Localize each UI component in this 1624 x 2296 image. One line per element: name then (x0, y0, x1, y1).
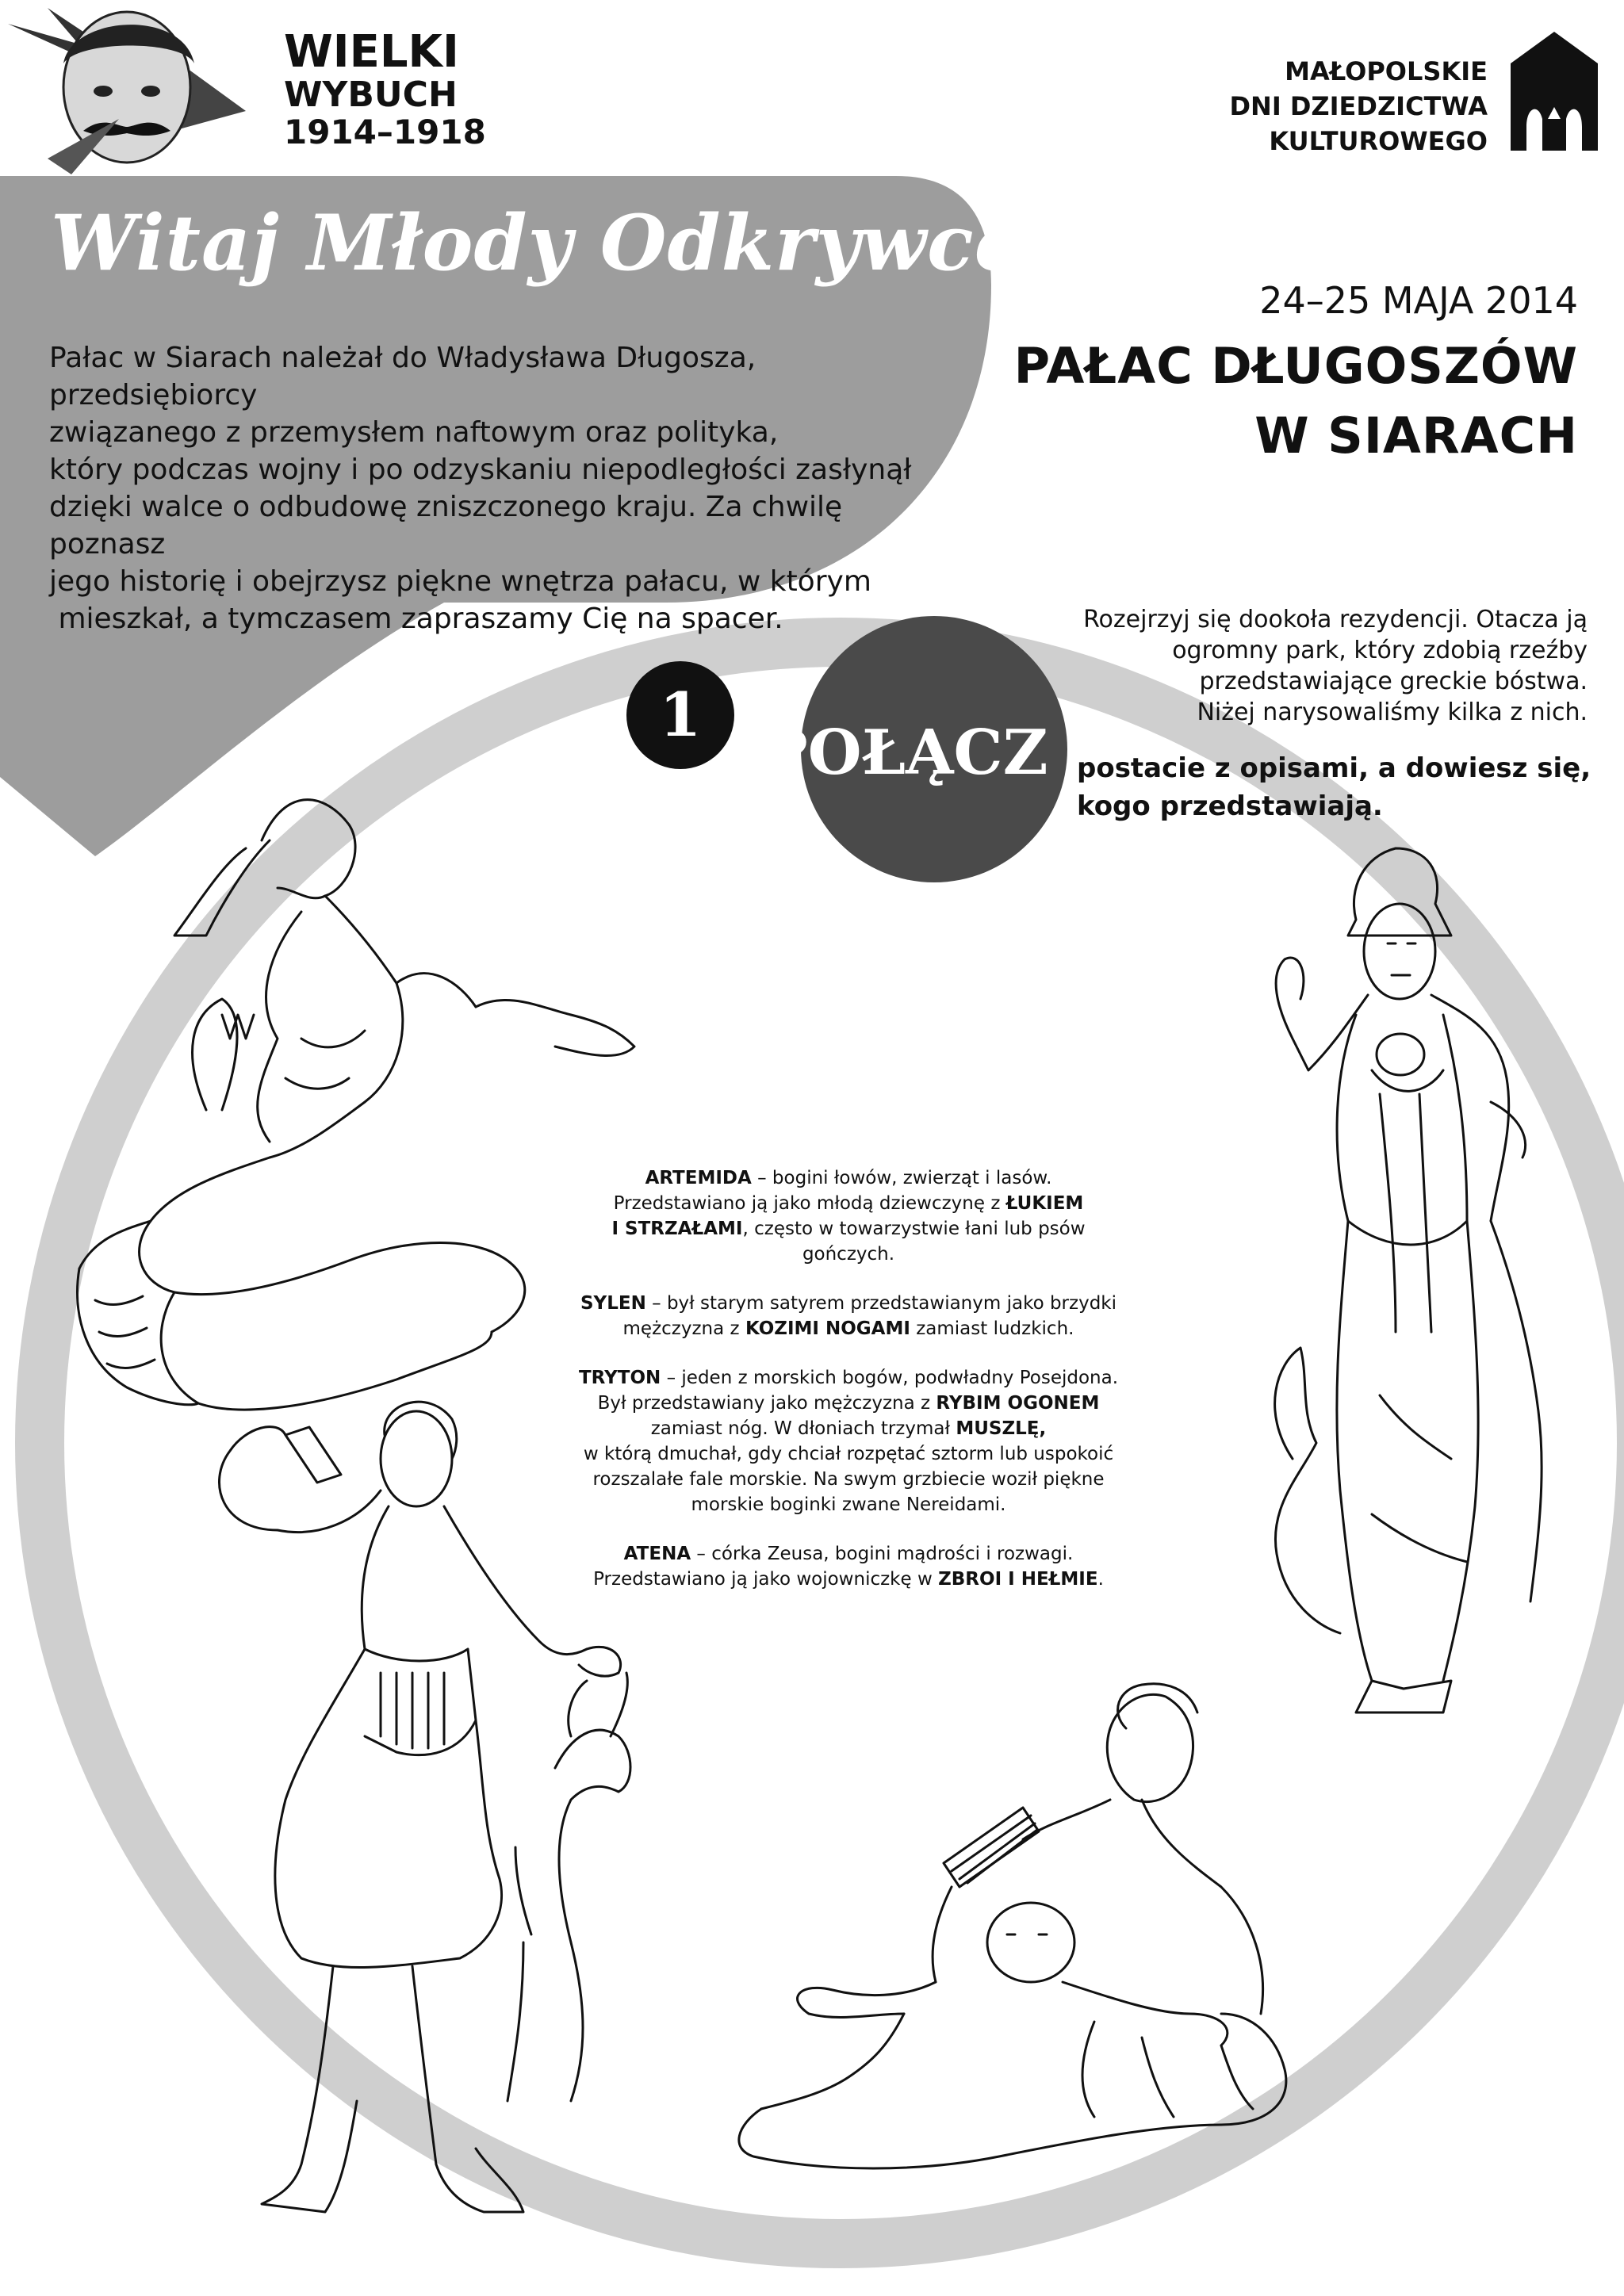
task-instruction (1077, 749, 1591, 825)
welcome-title: Witaj Młody Odkrywco! (51, 198, 1060, 288)
description-text: Był przedstawiany jako mężczyzna z (597, 1393, 936, 1414)
description-text: – córka Zeusa, bogini mądrości i rozwagi. (691, 1544, 1074, 1564)
intro-line: związanego z przemysłem naftowym oraz polityka, (49, 416, 779, 449)
description-text: mężczyzna z (622, 1318, 745, 1339)
event-place (1014, 331, 1578, 471)
description-text: – bogini łowów, zwierząt i lasów. (751, 1168, 1052, 1188)
intro-line: mieszkał, a tymczasem zapraszamy Cię na spacer. (49, 603, 783, 635)
description-text: – jeden z morskich bogów, podwładny Posejdona. (661, 1368, 1119, 1388)
event-date: 24–25 MAJA 2014 (1259, 279, 1578, 322)
event-place-line2: W SIARACH (1254, 407, 1578, 465)
description-keyword: ŁUKIEM (1005, 1193, 1084, 1214)
task-intro (1083, 604, 1588, 728)
org-logo-text (1229, 54, 1488, 159)
description-text: Przedstawiano ją jako wojowniczkę w (593, 1569, 939, 1590)
portrait-icon (0, 0, 254, 182)
event-logo-line1: WIELKI (284, 26, 459, 78)
org-logo-line2: DNI DZIEDZICTWA (1229, 91, 1488, 121)
event-logo-line3: 1914–1918 (284, 112, 486, 151)
description-text: . (1097, 1569, 1104, 1590)
task-intro-line: przedstawiające greckie bóstwa. (1199, 668, 1588, 695)
instruction-line1: postacie z opisami, a dowiesz się, (1077, 752, 1591, 784)
instruction-line2: kogo przedstawiają. (1077, 790, 1383, 822)
description-keyword: ZBROI I HEŁMIE (938, 1569, 1098, 1590)
description-text: zamiast nóg. W dłoniach trzymał (650, 1418, 956, 1439)
intro-line: Pałac w Siarach należał do Władysława Długosza, przedsiębiorcy (49, 342, 756, 411)
event-logo-line2: WYBUCH (284, 75, 458, 116)
event-logo-text (284, 26, 486, 151)
description-keyword: ATENA (623, 1544, 691, 1564)
description-keyword: KOZIMI NOGAMI (745, 1318, 910, 1339)
description-text: rozszalałe fale morskie. Na swym grzbiecie woził piękne (592, 1469, 1105, 1490)
task-intro-line: Niżej narysowaliśmy kilka z nich. (1197, 698, 1588, 726)
description-text: zamiast ludzkich. (910, 1318, 1074, 1339)
description-keyword: I STRZAŁAMI (611, 1219, 743, 1239)
description-text: Przedstawiano ją jako młodą dziewczynę z (613, 1193, 1006, 1214)
triton-statue-icon (63, 777, 682, 1427)
task-number: 1 (659, 679, 702, 750)
welcome-intro (49, 339, 961, 637)
athena-statue-icon (1213, 840, 1570, 1736)
intro-line: dzięki walce o odbudowę zniszczonego kraju. Za chwilę poznasz (49, 491, 843, 561)
description-text: gończych. (802, 1244, 895, 1265)
task-badge: POŁĄCZ (761, 717, 1048, 789)
description-text: – był starym satyrem przedstawianym jako brzydki (645, 1293, 1116, 1314)
intro-line: który podczas wojny i po odzyskaniu niepodległości zasłynął (49, 453, 912, 486)
description-keyword: SYLEN (580, 1293, 646, 1314)
event-place-line1: PAŁAC DŁUGOSZÓW (1013, 337, 1578, 395)
description-text: w którą dmuchał, gdy chciał rozpętać sztorm lub uspokoić (583, 1444, 1114, 1464)
artemis-statue-icon (143, 1387, 666, 2228)
description-text: morskie boginki zwane Nereidami. (691, 1494, 1006, 1515)
description-keyword: TRYTON (578, 1368, 661, 1388)
description-keyword: MUSZLĘ, (956, 1418, 1047, 1439)
org-logo-line3: KULTUROWEGO (1269, 126, 1488, 156)
description-keyword: ARTEMIDA (645, 1168, 752, 1188)
task-intro-line: ogromny park, który zdobią rzeźby (1172, 637, 1588, 664)
description-keyword: RYBIM OGONEM (936, 1393, 1100, 1414)
intro-line: jego historię i obejrzysz piękne wnętrza pałacu, w którym (49, 565, 871, 598)
castle-icon (1507, 32, 1602, 151)
description-text: , często w towarzystwie łani lub psów (742, 1219, 1086, 1239)
task-intro-line: Rozejrzyj się dookoła rezydencji. Otacza ją (1083, 606, 1588, 633)
org-logo-line1: MAŁOPOLSKIE (1285, 56, 1488, 86)
silenus-statue-icon (666, 1681, 1316, 2188)
